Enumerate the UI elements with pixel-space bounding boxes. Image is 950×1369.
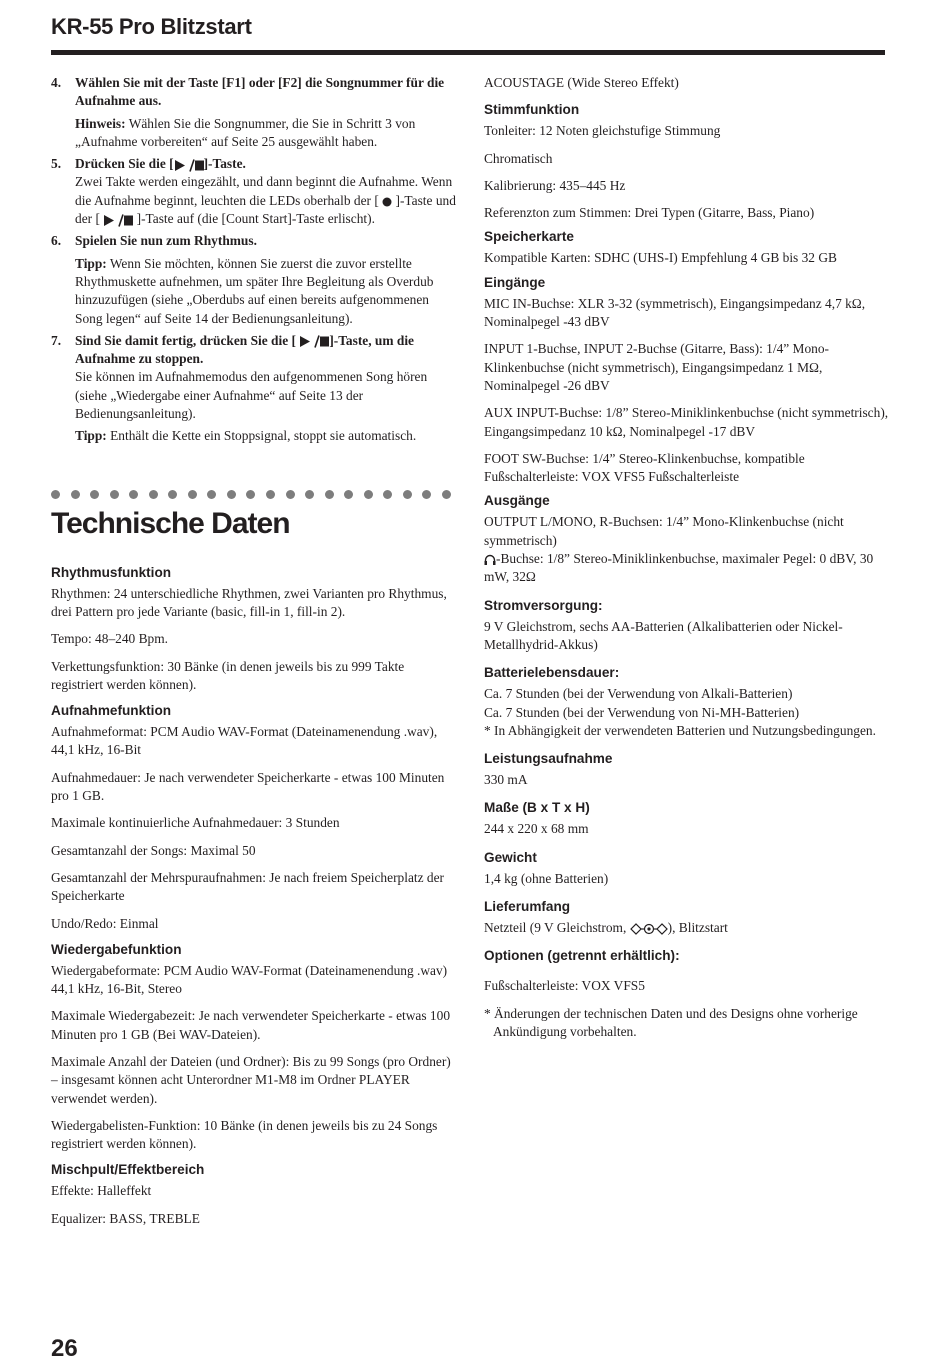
note-label: Hinweis: bbox=[75, 115, 126, 131]
record-icon bbox=[382, 197, 392, 207]
spec-text-headphones bbox=[484, 550, 889, 587]
divider-dot bbox=[364, 490, 373, 499]
spec-text: Ca. 7 Stunden (bei der Verwendung von Alkali-Batterien) bbox=[484, 686, 793, 702]
divider-dot bbox=[227, 490, 236, 499]
spec-text: MIC IN-Buchse: XLR 3-32 (symmetrisch), Eingangsimpedanz 4,7 kΩ, Nominalpegel -43 dBV bbox=[484, 295, 866, 330]
spec-text: Maximale Anzahl der Dateien (und Ordner): Bis zu 99 Songs (pro Ordner) – insgesamt können acht Unterordner M1-M8 im Ordner PLAYER verwendet werden). bbox=[51, 1053, 451, 1106]
spec-text: Maximale kontinuierliche Aufnahmedauer: 3 Stunden bbox=[51, 815, 340, 831]
body-part: ]-Taste auf (die [Count Start]-Taste erlischt). bbox=[133, 211, 375, 227]
spec-text: Wiedergabelisten-Funktion: 10 Bänke (in denen jeweils bis zu 24 Songs registriert werden können). bbox=[51, 1117, 438, 1152]
divider-dot bbox=[266, 490, 275, 499]
spec-text: Gesamtanzahl der Mehrspuraufnahmen: Je nach freiem Speicherplatz der Speicherkarte bbox=[51, 869, 444, 904]
play-stop-icon bbox=[299, 335, 329, 348]
dc-polarity-icon bbox=[630, 923, 668, 935]
step-title-part: Drücken Sie die [ bbox=[75, 156, 174, 172]
section-title: Technische Daten bbox=[51, 506, 290, 540]
heading-dimensions: Maße (B x T x H) bbox=[484, 800, 590, 816]
spec-text: Gesamtanzahl der Songs: Maximal 50 bbox=[51, 842, 256, 858]
note-text: Wenn Sie möchten, können Sie zuerst die zuvor erstellte Rhythmuskette aufnehmen, um später Ihre Begleitung als Overdub hinzuzufügen (siehe „Oberdubs auf einen bereits aufgenommenen Song legen“ auf Seite 14 der Bedienungsanleitung). bbox=[75, 255, 434, 326]
spec-text: Aufnahmedauer: Je nach verwendeter Speicherkarte - etwas 100 Minuten pro 1 GB. bbox=[51, 769, 445, 804]
step-title-part: Sind Sie damit fertig, drücken Sie die [ bbox=[75, 332, 300, 348]
divider-dot bbox=[442, 490, 451, 499]
spec-text: Ca. 7 Stunden (bei der Verwendung von Ni-MH-Batterien) bbox=[484, 704, 800, 720]
spec-text: 9 V Gleichstrom, sechs AA-Batterien (Alkalibatterien oder Nickel-Metallhydrid-Akkus) bbox=[484, 618, 843, 652]
heading-tuner: Stimmfunktion bbox=[484, 102, 580, 118]
divider-dot bbox=[403, 490, 412, 499]
spec-text: Aufnahmeformat: PCM Audio WAV-Format (Dateinamenendung .wav), 44,1 kHz, 16-Bit bbox=[51, 724, 438, 758]
page-number: 26 bbox=[51, 1335, 78, 1362]
headphones-icon bbox=[484, 554, 496, 566]
divider-dot bbox=[71, 490, 80, 499]
step-body: Sie können im Aufnahmemodus den aufgenommenen Song hören (siehe „Wiedergabe einer Aufnahme“ auf Seite 13 der Bedienungsanleitung). bbox=[75, 369, 428, 422]
heading-weight: Gewicht bbox=[484, 849, 537, 865]
left-column bbox=[51, 74, 456, 1237]
heading-options: Optionen (getrennt erhältlich): bbox=[484, 948, 680, 964]
spec-text-part: Netzteil (9 V Gleichstrom, bbox=[484, 920, 630, 936]
spec-text: Tempo: 48–240 Bpm. bbox=[51, 631, 168, 647]
spec-text: Kompatible Karten: SDHC (UHS-I) Empfehlung 4 GB bis 32 GB bbox=[484, 250, 837, 266]
step-title bbox=[75, 332, 456, 369]
play-stop-icon bbox=[103, 214, 133, 227]
step-note bbox=[75, 115, 456, 152]
spec-text: 1,4 kg (ohne Batterien) bbox=[484, 870, 609, 886]
heading-included: Lieferumfang bbox=[484, 899, 571, 915]
spec-text: Maximale Wiedergabezeit: Je nach verwendeter Speicherkarte - etwas 100 Minuten pro 1 GB (Bei WAV-Dateien). bbox=[51, 1008, 451, 1042]
spec-text: Chromatisch bbox=[484, 150, 553, 166]
spec-text: Fußschalterleiste: VOX VFS5 bbox=[484, 978, 645, 994]
divider-dot bbox=[110, 490, 119, 499]
step-6 bbox=[51, 232, 456, 327]
divider-dot bbox=[188, 490, 197, 499]
divider-dot bbox=[344, 490, 353, 499]
step-number: 5. bbox=[51, 156, 62, 172]
spec-text: Tonleiter: 12 Noten gleichstufige Stimmung bbox=[484, 123, 721, 139]
note-label: Tipp: bbox=[75, 255, 107, 271]
spec-text-part: -Buchse: 1/8” Stereo-Miniklinkenbuchse, maximaler Pegel: 0 dBV, 30 mW, 32Ω bbox=[484, 551, 874, 585]
disclaimer: * Änderungen der technischen Daten und des Designs ohne vorherige Ankündigung vorbehalten. bbox=[484, 1005, 858, 1039]
page-header-title: KR-55 Pro Blitzstart bbox=[51, 14, 252, 39]
step-5 bbox=[51, 155, 456, 228]
spec-text: OUTPUT L/MONO, R-Buchsen: 1/4” Mono-Klinkenbuchse (nicht symmetrisch) bbox=[484, 514, 844, 548]
heading-consumption: Leistungsaufnahme bbox=[484, 751, 613, 767]
step-4 bbox=[51, 74, 456, 151]
divider-dot bbox=[129, 490, 138, 499]
step-note bbox=[75, 427, 456, 445]
divider-dot bbox=[246, 490, 255, 499]
spec-text: Wiedergabeformate: PCM Audio WAV-Format (Dateinamenendung .wav) 44,1 kHz, 16-Bit, Stereo bbox=[51, 962, 448, 997]
heading-power: Stromversorgung: bbox=[484, 597, 603, 613]
divider-dot bbox=[168, 490, 177, 499]
body-part: Zwei Takte werden eingezählt, und dann beginnt die Aufnahme. Wenn die Aufnahme beginnt, leuchten die LEDs oberhalb der [ bbox=[75, 174, 453, 208]
step-number: 6. bbox=[51, 233, 62, 249]
heading-inputs: Eingänge bbox=[484, 274, 546, 290]
divider-dot bbox=[325, 490, 334, 499]
spec-text: Referenzton zum Stimmen: Drei Typen (Gitarre, Bass, Piano) bbox=[484, 205, 815, 221]
spec-text: AUX INPUT-Buchse: 1/8” Stereo-Miniklinkenbuchse (nicht symmetrisch), Eingangsimpedanz 10 kΩ, Nominalpegel -17 dBV bbox=[484, 405, 889, 439]
spec-text: Rhythmen: 24 unterschiedliche Rhythmen, zwei Varianten pro Rhythmus, drei Pattern pro jede Variante (basic, fill-in 1, fill-in 2). bbox=[51, 585, 447, 619]
right-column bbox=[484, 74, 889, 1050]
heading-rhythm: Rhythmusfunktion bbox=[51, 564, 172, 580]
step-note bbox=[75, 255, 456, 328]
body-part: ]-Taste und der [ bbox=[75, 192, 456, 227]
heading-battery: Batterielebensdauer: bbox=[484, 665, 620, 681]
section-dots-divider bbox=[51, 490, 451, 500]
step-title: Wählen Sie mit der Taste [F1] oder [F2] die Songnummer für die Aufnahme aus. bbox=[75, 75, 445, 109]
header-rule bbox=[51, 50, 885, 55]
spec-text: FOOT SW-Buchse: 1/4” Stereo-Klinkenbuchse, kompatible Fußschalterleiste: VOX VFS5 Fußschalterleiste bbox=[484, 450, 805, 485]
step-number: 4. bbox=[51, 75, 62, 90]
spec-text: INPUT 1-Buchse, INPUT 2-Buchse (Gitarre, Bass): 1/4” Mono-Klinkenbuchse (nicht symmetrisch), Eingangsimpedanz 1 MΩ, Nominalpegel -26 dBV bbox=[484, 341, 830, 393]
heading-card: Speicherkarte bbox=[484, 229, 574, 245]
spec-text: Equalizer: BASS, TREBLE bbox=[51, 1210, 200, 1226]
divider-dot bbox=[51, 490, 60, 499]
spec-text: ACOUSTAGE (Wide Stereo Effekt) bbox=[484, 75, 679, 90]
spec-text: 330 mA bbox=[484, 772, 528, 788]
spec-text: Effekte: Halleffekt bbox=[51, 1183, 152, 1199]
step-title: Spielen Sie nun zum Rhythmus. bbox=[75, 233, 257, 249]
divider-dot bbox=[383, 490, 392, 499]
spec-text: Undo/Redo: Einmal bbox=[51, 915, 159, 931]
play-stop-icon bbox=[174, 159, 204, 172]
divider-dot bbox=[422, 490, 431, 499]
heading-outputs: Ausgänge bbox=[484, 493, 550, 509]
spec-text bbox=[484, 919, 889, 937]
heading-mixer: Mischpult/Effektbereich bbox=[51, 1162, 205, 1178]
heading-playback: Wiedergabefunktion bbox=[51, 941, 182, 957]
note-text: Wählen Sie die Songnummer, die Sie in Schritt 3 von „Aufnahme vorbereiten“ auf Seite 25 ausgewählt haben. bbox=[75, 115, 416, 149]
divider-dot bbox=[207, 490, 216, 499]
spec-text: Kalibrierung: 435–445 Hz bbox=[484, 177, 626, 193]
step-number: 7. bbox=[51, 332, 62, 348]
spec-text-part: ), Blitzstart bbox=[667, 920, 728, 936]
divider-dot bbox=[149, 490, 158, 499]
step-title-part: ]-Taste. bbox=[203, 156, 246, 172]
step-title bbox=[75, 155, 456, 173]
heading-record: Aufnahmefunktion bbox=[51, 703, 172, 719]
step-body bbox=[75, 174, 456, 226]
step-7 bbox=[51, 332, 456, 446]
note-text: Enthält die Kette ein Stoppsignal, stoppt sie automatisch. bbox=[106, 428, 417, 444]
spec-text: * In Abhängigkeit der verwendeten Batterien und Nutzungsbedingungen. bbox=[484, 722, 876, 738]
step-title-part: ]-Taste, um die Aufnahme zu stoppen. bbox=[75, 332, 414, 367]
divider-dot bbox=[90, 490, 99, 499]
note-label: Tipp: bbox=[75, 428, 107, 444]
spec-text: 244 x 220 x 68 mm bbox=[484, 821, 589, 837]
divider-dot bbox=[305, 490, 314, 499]
spec-text: Verkettungsfunktion: 30 Bänke (in denen jeweils bis zu 999 Takte registriert werden können). bbox=[51, 658, 405, 692]
divider-dot bbox=[286, 490, 295, 499]
